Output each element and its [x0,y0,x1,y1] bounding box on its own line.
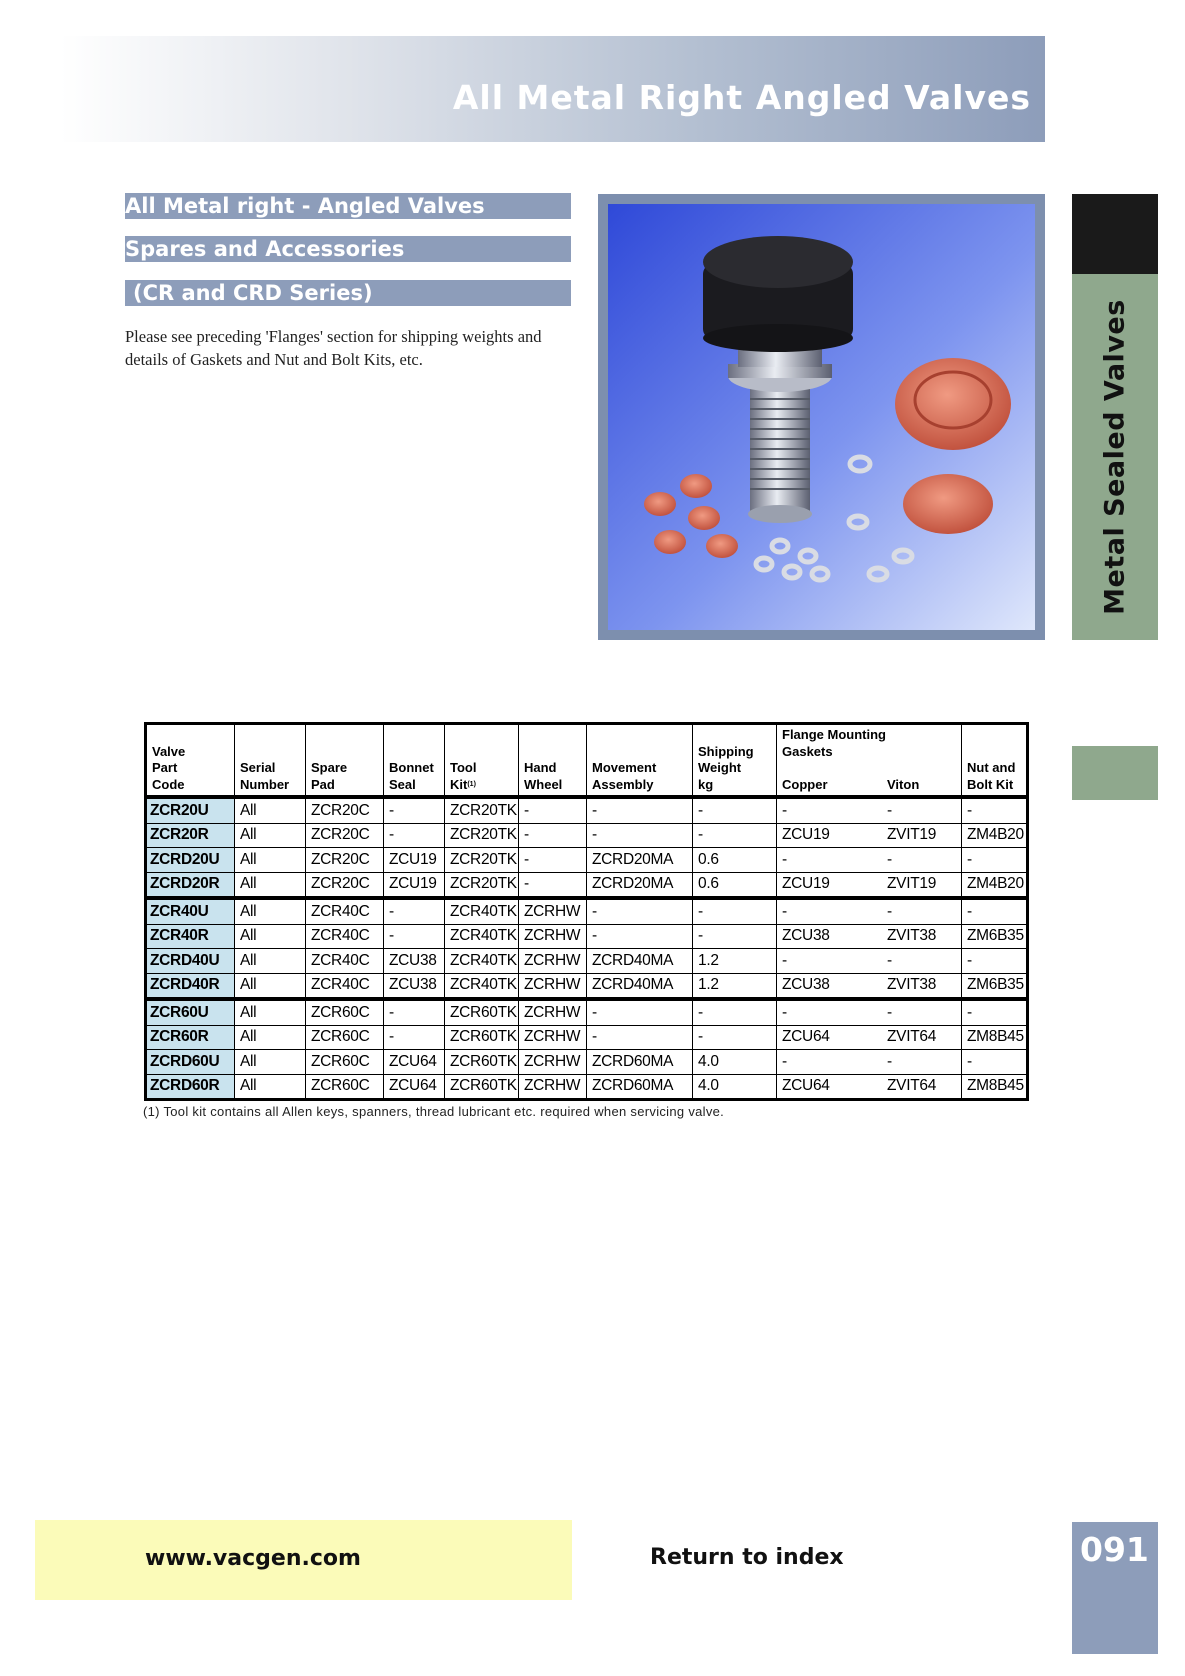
cell-kit: - [962,797,1028,823]
page-header-band [60,36,1045,142]
cell-viton: ZVIT64 [882,1074,962,1100]
cell-copper: ZCU64 [777,1074,883,1100]
table-row [146,1074,1028,1100]
cell-copper: ZCU38 [777,973,883,999]
cell-wheel: - [519,872,587,898]
table-row [146,797,1028,823]
cell-movement: ZCRD40MA [587,973,693,999]
cell-serial: All [235,797,306,823]
section-heading-valves: All Metal right - Angled Valves [125,193,571,219]
cell-movement: - [587,823,693,848]
header-nut-bolt-kit: Nut and Bolt Kit [962,724,1028,798]
cell-part-code: ZCR60U [146,999,235,1025]
cell-tool: ZCR60TK [445,1025,519,1050]
cell-pad: ZCR60C [306,999,384,1025]
page-number: 091 [1080,1530,1149,1569]
cell-seal: - [384,823,445,848]
cell-weight: - [693,797,777,823]
cell-wheel: - [519,823,587,848]
cell-tool: ZCR60TK [445,1050,519,1075]
header-flange-gaskets-group: Flange Mounting Gaskets [782,727,886,759]
side-category-label: Metal Sealed Valves [1099,299,1131,615]
cell-part-code: ZCR40R [146,924,235,949]
side-category-tab [1072,274,1158,640]
cell-part-code: ZCRD20R [146,872,235,898]
cell-wheel: ZCRHW [519,898,587,924]
table-row [146,999,1028,1025]
table-row [146,949,1028,974]
cell-kit: - [962,848,1028,873]
cell-seal: - [384,797,445,823]
cell-weight: - [693,898,777,924]
cell-kit: - [962,898,1028,924]
header-serial-number: Serial Number [235,724,306,798]
page-title: All Metal Right Angled Valves [452,78,1031,117]
cell-part-code: ZCRD60R [146,1074,235,1100]
table-row [146,1025,1028,1050]
header-movement-assembly: Movement Assembly [587,724,693,798]
cell-tool: ZCR20TK [445,848,519,873]
cell-weight: 4.0 [693,1074,777,1100]
cell-weight: 1.2 [693,973,777,999]
cell-kit: - [962,1050,1028,1075]
cell-kit: - [962,999,1028,1025]
cell-tool: ZCR40TK [445,949,519,974]
cell-serial: All [235,1074,306,1100]
cell-seal: - [384,898,445,924]
cell-part-code: ZCRD40R [146,973,235,999]
cell-weight: 4.0 [693,1050,777,1075]
cell-kit: ZM4B20 [962,823,1028,848]
cell-part-code: ZCR20U [146,797,235,823]
cell-part-code: ZCRD40U [146,949,235,974]
cell-tool: ZCR20TK [445,797,519,823]
cell-weight: - [693,823,777,848]
cell-serial: All [235,1050,306,1075]
cell-copper: - [777,898,883,924]
table-row [146,872,1028,898]
intro-paragraph: Please see preceding 'Flanges' section for shipping weights and details of Gaskets and Nut and Bolt Kits, etc. [125,327,542,369]
cell-pad: ZCR40C [306,898,384,924]
cell-kit: ZM6B35 [962,924,1028,949]
cell-part-code: ZCR20R [146,823,235,848]
cell-part-code: ZCRD60U [146,1050,235,1075]
cell-viton: - [882,949,962,974]
cell-seal: - [384,1025,445,1050]
table-row [146,823,1028,848]
cell-weight: - [693,999,777,1025]
cell-viton: - [882,999,962,1025]
section-heading-series: (CR and CRD Series) [125,280,571,306]
cell-serial: All [235,898,306,924]
header-shipping-weight: Shipping Weight kg [693,724,777,798]
cell-serial: All [235,924,306,949]
cell-movement: ZCRD60MA [587,1074,693,1100]
cell-serial: All [235,848,306,873]
cell-viton: ZVIT19 [882,872,962,898]
cell-weight: 0.6 [693,872,777,898]
cell-movement: - [587,1025,693,1050]
cell-pad: ZCR20C [306,848,384,873]
cell-copper: ZCU38 [777,924,883,949]
cell-kit: ZM8B45 [962,1074,1028,1100]
header-viton-gasket: Viton [887,776,920,792]
spares-table [144,722,1029,1101]
cell-kit: ZM4B20 [962,872,1028,898]
cell-serial: All [235,1025,306,1050]
cell-serial: All [235,949,306,974]
cell-wheel: ZCRHW [519,999,587,1025]
cell-movement: - [587,797,693,823]
cell-wheel: ZCRHW [519,973,587,999]
cell-wheel: ZCRHW [519,1050,587,1075]
cell-copper: - [777,797,883,823]
cell-wheel: ZCRHW [519,1025,587,1050]
cell-pad: ZCR40C [306,949,384,974]
cell-weight: 1.2 [693,949,777,974]
cell-wheel: - [519,797,587,823]
header-copper-gasket: Flange Mounting Gaskets Copper [777,724,883,798]
cell-pad: ZCR20C [306,797,384,823]
cell-serial: All [235,823,306,848]
cell-part-code: ZCRD20U [146,848,235,873]
cell-part-code: ZCR60R [146,1025,235,1050]
cell-pad: ZCR60C [306,1025,384,1050]
cell-seal: ZCU19 [384,872,445,898]
cell-weight: - [693,924,777,949]
table-header-row [146,724,1028,798]
return-to-index-link[interactable]: Return to index [650,1545,844,1570]
cell-wheel: ZCRHW [519,924,587,949]
cell-movement: - [587,898,693,924]
cell-pad: ZCR40C [306,973,384,999]
cell-viton: - [882,898,962,924]
cell-copper: ZCU19 [777,872,883,898]
cell-tool: ZCR40TK [445,924,519,949]
cell-movement: ZCRD20MA [587,848,693,873]
cell-seal: - [384,924,445,949]
cell-movement: ZCRD60MA [587,1050,693,1075]
cell-weight: - [693,1025,777,1050]
cell-kit: ZM6B35 [962,973,1028,999]
header-spare-pad: Spare Pad [306,724,384,798]
cell-tool: ZCR60TK [445,1074,519,1100]
cell-viton: - [882,797,962,823]
side-color-block [1072,746,1158,800]
cell-serial: All [235,999,306,1025]
cell-viton: ZVIT38 [882,973,962,999]
cell-pad: ZCR60C [306,1050,384,1075]
valve-spares-image [608,204,1035,630]
table-row [146,1050,1028,1075]
cell-seal: ZCU64 [384,1050,445,1075]
section-heading-spares: Spares and Accessories [125,236,571,262]
cell-tool: ZCR20TK [445,872,519,898]
cell-copper: - [777,1050,883,1075]
cell-copper: ZCU19 [777,823,883,848]
cell-seal: ZCU64 [384,1074,445,1100]
cell-pad: ZCR20C [306,872,384,898]
header-bonnet-seal: Bonnet Seal [384,724,445,798]
cell-tool: ZCR40TK [445,898,519,924]
product-photo [598,194,1045,640]
cell-pad: ZCR40C [306,924,384,949]
table-row [146,924,1028,949]
cell-movement: ZCRD40MA [587,949,693,974]
cell-serial: All [235,872,306,898]
cell-movement: - [587,999,693,1025]
cell-viton: ZVIT64 [882,1025,962,1050]
cell-viton: ZVIT19 [882,823,962,848]
cell-tool: ZCR20TK [445,823,519,848]
table-row [146,973,1028,999]
cell-tool: ZCR60TK [445,999,519,1025]
cell-movement: ZCRD20MA [587,872,693,898]
page-number-box [1072,1522,1158,1654]
cell-movement: - [587,924,693,949]
footer-url-band [35,1520,572,1600]
header-tool-kit: Tool Kit$^{(1)}$ [445,724,519,798]
cell-seal: - [384,999,445,1025]
cell-copper: - [777,999,883,1025]
cell-kit: - [962,949,1028,974]
cell-viton: - [882,848,962,873]
header-hand-wheel: Hand Wheel [519,724,587,798]
website-link[interactable]: www.vacgen.com [145,1546,361,1571]
cell-copper: ZCU64 [777,1025,883,1050]
cell-seal: ZCU19 [384,848,445,873]
cell-viton: - [882,1050,962,1075]
cell-tool: ZCR40TK [445,973,519,999]
side-thumbnail [1072,194,1158,274]
table-row [146,898,1028,924]
cell-wheel: ZCRHW [519,1074,587,1100]
cell-copper: - [777,949,883,974]
table-row [146,848,1028,873]
cell-viton: ZVIT38 [882,924,962,949]
cell-pad: ZCR60C [306,1074,384,1100]
cell-part-code: ZCR40U [146,898,235,924]
cell-kit: ZM8B45 [962,1025,1028,1050]
cell-wheel: - [519,848,587,873]
header-valve-part-code: Valve Part Code [152,743,186,792]
cell-seal: ZCU38 [384,973,445,999]
cell-wheel: ZCRHW [519,949,587,974]
cell-copper: - [777,848,883,873]
cell-pad: ZCR20C [306,823,384,848]
cell-serial: All [235,973,306,999]
cell-seal: ZCU38 [384,949,445,974]
table-footnote: (1) Tool kit contains all Allen keys, spanners, thread lubricant etc. required when servicing valve. [143,1104,725,1119]
cell-weight: 0.6 [693,848,777,873]
